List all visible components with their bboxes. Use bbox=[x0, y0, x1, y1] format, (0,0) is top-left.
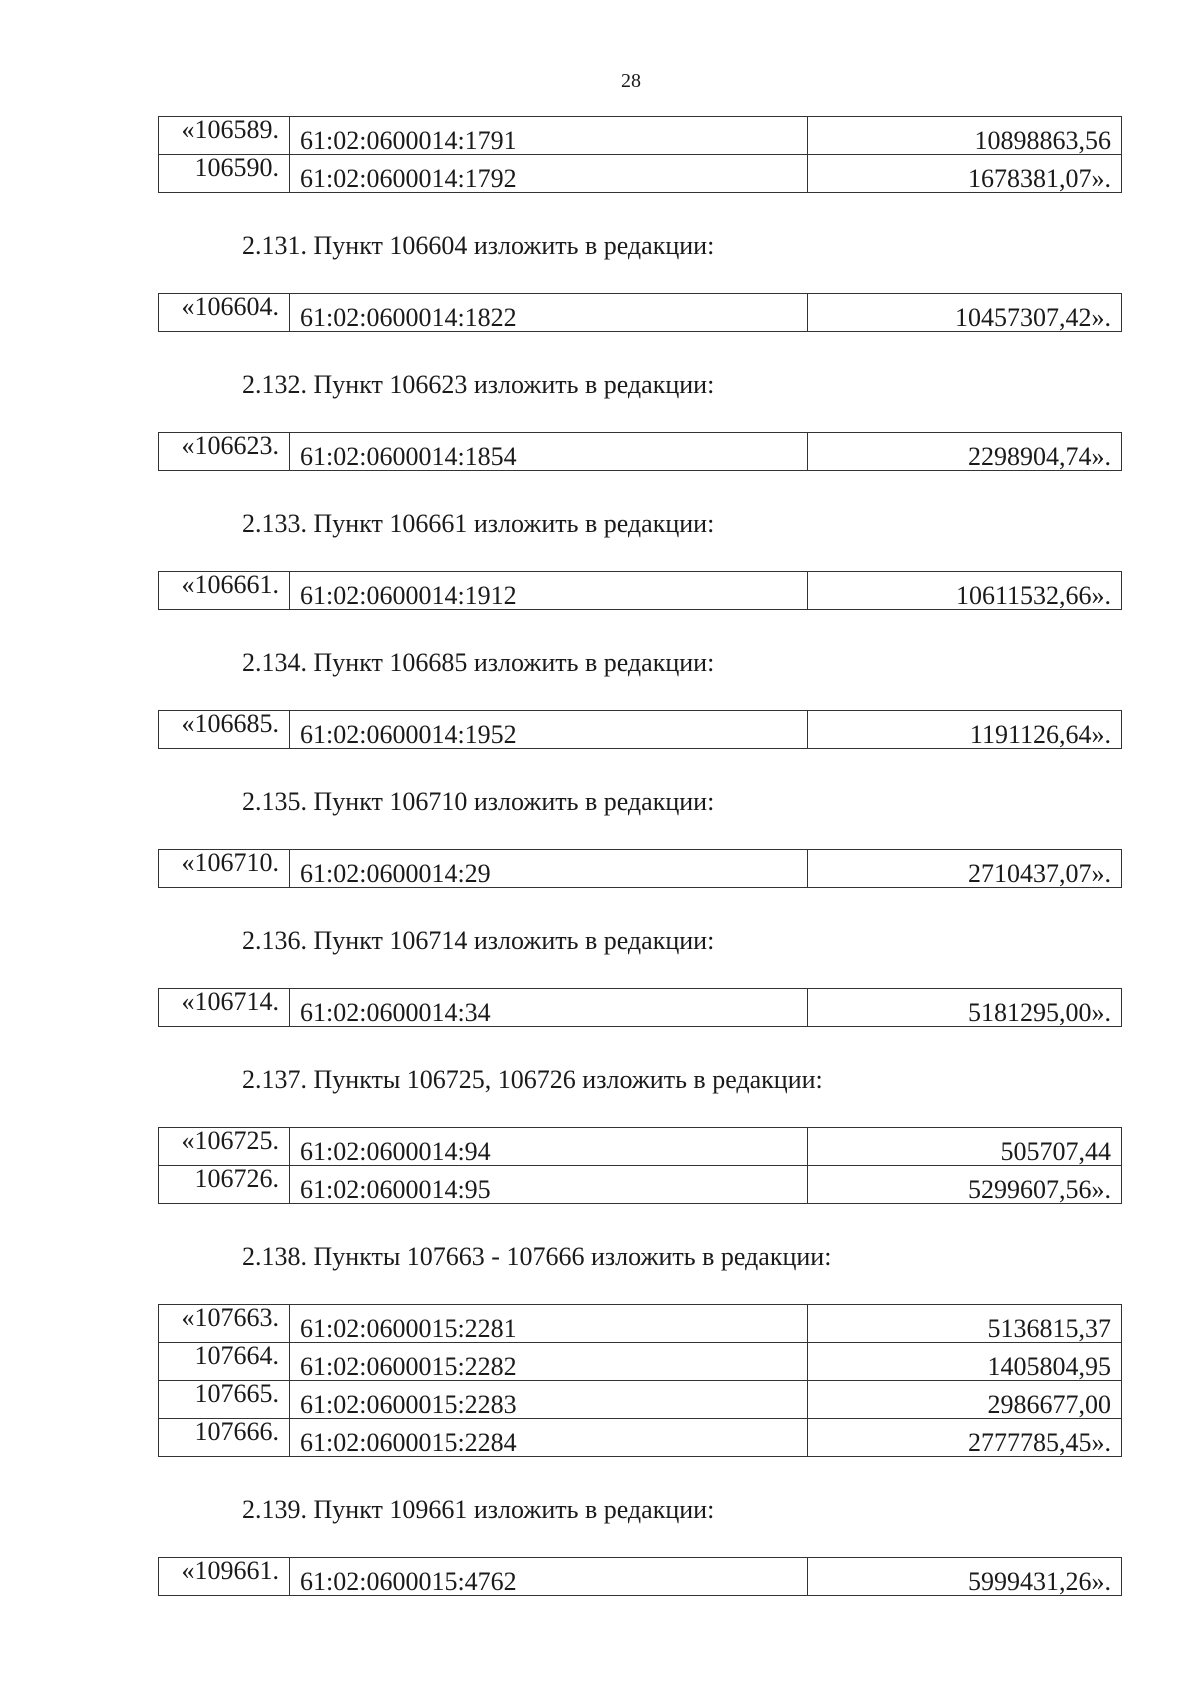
cadastral-number-cell: 61:02:0600015:2281 bbox=[290, 1305, 808, 1343]
table-row bbox=[159, 711, 1122, 749]
table-row bbox=[159, 989, 1122, 1027]
item-number-cell: «109661. bbox=[159, 1558, 290, 1596]
amendment-paragraph: 2.133. Пункт 106661 изложить в редакции: bbox=[242, 509, 715, 538]
cadastral-value-cell: 5181295,00». bbox=[808, 989, 1122, 1027]
amendment-paragraph: 2.135. Пункт 106710 изложить в редакции: bbox=[242, 787, 715, 816]
cadastral-value-cell: 10457307,42». bbox=[808, 294, 1122, 332]
amendment-block bbox=[158, 926, 1122, 1027]
table-row bbox=[159, 1381, 1122, 1419]
cadastral-number-cell: 61:02:0600014:1792 bbox=[290, 155, 808, 193]
cadastral-table bbox=[158, 1127, 1122, 1204]
cadastral-number-cell: 61:02:0600014:1912 bbox=[290, 572, 808, 610]
cadastral-table bbox=[158, 988, 1122, 1027]
table-row bbox=[159, 1558, 1122, 1596]
amendment-block bbox=[158, 509, 1122, 610]
cadastral-value-cell: 2986677,00 bbox=[808, 1381, 1122, 1419]
item-number-cell: «106604. bbox=[159, 294, 290, 332]
amendment-block bbox=[158, 116, 1122, 193]
cadastral-table bbox=[158, 293, 1122, 332]
cadastral-value-cell: 10611532,66». bbox=[808, 572, 1122, 610]
item-number-cell: «106623. bbox=[159, 433, 290, 471]
table-row bbox=[159, 1419, 1122, 1457]
cadastral-number-cell: 61:02:0600014:1952 bbox=[290, 711, 808, 749]
item-number-cell: «106710. bbox=[159, 850, 290, 888]
cadastral-value-cell: 5999431,26». bbox=[808, 1558, 1122, 1596]
table-row bbox=[159, 294, 1122, 332]
amendment-paragraph: 2.136. Пункт 106714 изложить в редакции: bbox=[242, 926, 715, 955]
amendment-block bbox=[158, 648, 1122, 749]
amendment-block bbox=[158, 1065, 1122, 1204]
cadastral-value-cell: 1191126,64». bbox=[808, 711, 1122, 749]
table-row bbox=[159, 117, 1122, 155]
table-row bbox=[159, 850, 1122, 888]
cadastral-number-cell: 61:02:0600015:2284 bbox=[290, 1419, 808, 1457]
cadastral-number-cell: 61:02:0600014:1854 bbox=[290, 433, 808, 471]
cadastral-value-cell: 505707,44 bbox=[808, 1128, 1122, 1166]
table-row bbox=[159, 572, 1122, 610]
item-number-cell: «106725. bbox=[159, 1128, 290, 1166]
cadastral-number-cell: 61:02:0600014:94 bbox=[290, 1128, 808, 1166]
item-number-cell: 107666. bbox=[159, 1419, 290, 1457]
amendment-paragraph: 2.132. Пункт 106623 изложить в редакции: bbox=[242, 370, 715, 399]
amendment-paragraph: 2.137. Пункты 106725, 106726 изложить в редакции: bbox=[242, 1065, 823, 1094]
cadastral-number-cell: 61:02:0600014:1822 bbox=[290, 294, 808, 332]
item-number-cell: «106661. bbox=[159, 572, 290, 610]
amendment-paragraph: 2.139. Пункт 109661 изложить в редакции: bbox=[242, 1495, 715, 1524]
cadastral-table bbox=[158, 1557, 1122, 1596]
cadastral-value-cell: 5136815,37 bbox=[808, 1305, 1122, 1343]
document-content bbox=[158, 116, 1122, 1634]
amendment-paragraph: 2.138. Пункты 107663 - 107666 изложить в редакции: bbox=[242, 1242, 832, 1271]
amendment-block bbox=[158, 1242, 1122, 1457]
cadastral-value-cell: 10898863,56 bbox=[808, 117, 1122, 155]
item-number-cell: 107665. bbox=[159, 1381, 290, 1419]
cadastral-table bbox=[158, 849, 1122, 888]
table-row bbox=[159, 433, 1122, 471]
cadastral-number-cell: 61:02:0600014:1791 bbox=[290, 117, 808, 155]
cadastral-number-cell: 61:02:0600015:2283 bbox=[290, 1381, 808, 1419]
cadastral-value-cell: 2710437,07». bbox=[808, 850, 1122, 888]
cadastral-number-cell: 61:02:0600014:29 bbox=[290, 850, 808, 888]
cadastral-value-cell: 5299607,56». bbox=[808, 1166, 1122, 1204]
cadastral-value-cell: 2298904,74». bbox=[808, 433, 1122, 471]
amendment-block bbox=[158, 787, 1122, 888]
cadastral-number-cell: 61:02:0600015:2282 bbox=[290, 1343, 808, 1381]
item-number-cell: «107663. bbox=[159, 1305, 290, 1343]
amendment-paragraph: 2.131. Пункт 106604 изложить в редакции: bbox=[242, 231, 715, 260]
amendment-block bbox=[158, 1495, 1122, 1596]
item-number-cell: «106685. bbox=[159, 711, 290, 749]
table-row bbox=[159, 1166, 1122, 1204]
amendment-block bbox=[158, 370, 1122, 471]
page-number: 28 bbox=[621, 70, 641, 92]
item-number-cell: 106590. bbox=[159, 155, 290, 193]
table-row bbox=[159, 1305, 1122, 1343]
cadastral-table bbox=[158, 571, 1122, 610]
table-row bbox=[159, 1343, 1122, 1381]
amendment-paragraph: 2.134. Пункт 106685 изложить в редакции: bbox=[242, 648, 715, 677]
cadastral-number-cell: 61:02:0600014:95 bbox=[290, 1166, 808, 1204]
table-row bbox=[159, 155, 1122, 193]
cadastral-number-cell: 61:02:0600014:34 bbox=[290, 989, 808, 1027]
table-row bbox=[159, 1128, 1122, 1166]
item-number-cell: 106726. bbox=[159, 1166, 290, 1204]
amendment-block bbox=[158, 231, 1122, 332]
cadastral-number-cell: 61:02:0600015:4762 bbox=[290, 1558, 808, 1596]
cadastral-table bbox=[158, 1304, 1122, 1457]
cadastral-value-cell: 1405804,95 bbox=[808, 1343, 1122, 1381]
cadastral-table bbox=[158, 432, 1122, 471]
cadastral-table bbox=[158, 116, 1122, 193]
cadastral-value-cell: 2777785,45». bbox=[808, 1419, 1122, 1457]
item-number-cell: «106714. bbox=[159, 989, 290, 1027]
item-number-cell: «106589. bbox=[159, 117, 290, 155]
cadastral-value-cell: 1678381,07». bbox=[808, 155, 1122, 193]
item-number-cell: 107664. bbox=[159, 1343, 290, 1381]
cadastral-table bbox=[158, 710, 1122, 749]
